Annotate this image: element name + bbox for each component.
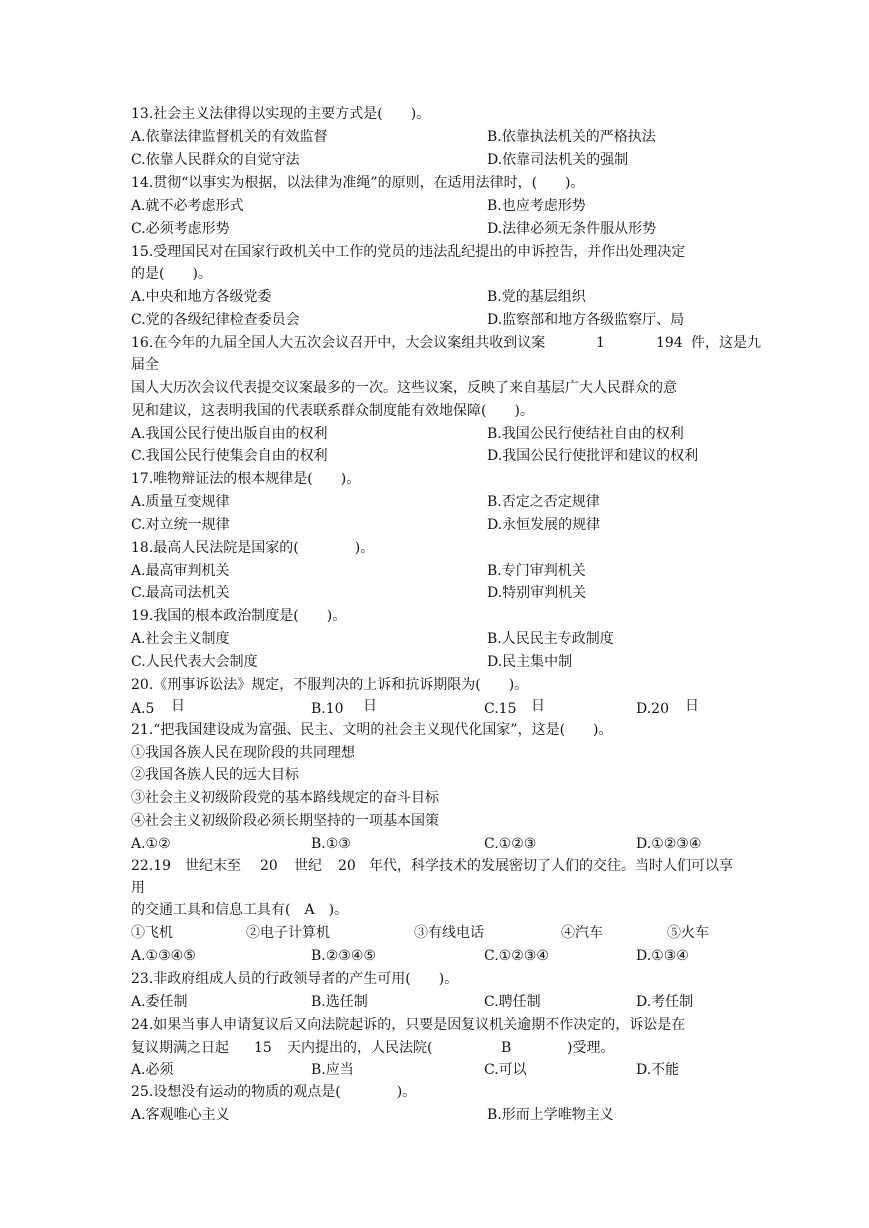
question-24-stem-line-1: 24.如果当事人申请复议后又向法院起诉的，只要是因复议机关逾期不作决定的，诉讼是在: [131, 1017, 686, 1033]
question-18-option-a: A.最高审判机关: [131, 563, 230, 579]
question-15-option-c: C.党的各级纪律检查委员会: [131, 312, 300, 328]
question-19-option-d: D.民主集中制: [487, 654, 573, 670]
question-21-stem: 21.“把我国建设成为富强、民主、文明的社会主义现代化国家”，这是( )。: [131, 722, 613, 738]
question-21-option-a: A.①②: [131, 836, 171, 852]
question-13-option-d: D.依靠司法机关的强制: [487, 152, 629, 168]
question-16-count-thousands: 1: [596, 335, 605, 351]
question-18-option-c: C.最高司法机关: [131, 585, 230, 601]
question-21-option-d: D.①②③④: [636, 836, 702, 852]
question-19-option-a: A.社会主义制度: [131, 631, 230, 647]
question-18-option-b: B.专门审判机关: [487, 563, 586, 579]
question-20-option-d: D.20: [636, 701, 669, 717]
question-23-option-a: A.委任制: [131, 994, 188, 1010]
question-24-option-d: D.不能: [636, 1062, 680, 1078]
question-20-option-a-unit: 日: [171, 698, 185, 714]
question-15-stem-line-2: 的是( )。: [131, 266, 212, 282]
question-19-stem: 19.我国的根本政治制度是( )。: [131, 608, 347, 624]
question-16-stem-tail: 件，这是九: [691, 335, 761, 351]
question-13-option-b: B.依靠执法机关的严格执法: [487, 129, 656, 145]
question-25-option-b: B.形而上学唯物主义: [487, 1107, 614, 1123]
question-20-stem: 20.《刑事诉讼法》规定，不服判决的上诉和抗诉期限为( )。: [131, 677, 529, 693]
question-23-option-d: D.考任制: [636, 994, 694, 1010]
question-14-option-b: B.也应考虑形势: [487, 198, 586, 214]
question-17-option-b: B.否定之否定规律: [487, 494, 600, 510]
question-16-option-b: B.我国公民行使结社自由的权利: [487, 426, 684, 442]
question-16-option-a: A.我国公民行使出版自由的权利: [131, 426, 328, 442]
question-14-option-a: A.就不必考虑形式: [131, 198, 244, 214]
question-19-option-c: C.人民代表大会制度: [131, 654, 258, 670]
question-22-item-3: ③有线电话: [414, 925, 484, 941]
question-17-option-c: C.对立统一规律: [131, 517, 230, 533]
question-16-count-rest: 194: [656, 335, 683, 351]
question-24-stem-part-2: 15: [254, 1040, 272, 1056]
question-20-option-b: B.10: [311, 701, 344, 717]
question-22-item-1: ①飞机: [131, 925, 173, 941]
question-18-stem: 18.最高人民法院是国家的( )。: [131, 540, 375, 556]
question-15-option-a: A.中央和地方各级党委: [131, 289, 272, 305]
question-16-stem-line-4: 见和建议，这表明我国的代表联系群众制度能有效地保障( )。: [131, 403, 534, 419]
question-21-option-c: C.①②③: [484, 836, 537, 852]
question-24-option-a: A.必须: [131, 1062, 174, 1078]
question-20-option-a: A.5: [131, 701, 155, 717]
question-24-stem-part-3: 天内提出的，人民法院(: [287, 1040, 433, 1056]
question-24-stem-part-4: )受理。: [567, 1040, 615, 1056]
question-22-item-4: ④汽车: [561, 925, 603, 941]
question-20-option-b-unit: 日: [363, 698, 377, 714]
question-14-stem: 14.贯彻“以事实为根据，以法律为准绳”的原则，在适用法律时，( )。: [131, 175, 585, 191]
question-20-option-d-unit: 日: [685, 698, 699, 714]
question-22-stem-line-3: 的交通工具和信息工具有( A )。: [131, 902, 349, 918]
question-13-option-a: A.依靠法律监督机关的有效监督: [131, 129, 328, 145]
question-24-option-c: C.可以: [484, 1062, 527, 1078]
question-16-stem-line-1: 16.在今年的九届全国人大五次会议召开中，大会议案组共收到议案: [131, 335, 546, 351]
question-25-stem: 25.设想没有运动的物质的观点是( )。: [131, 1084, 417, 1100]
question-22-option-c: C.①②③④: [484, 948, 549, 964]
question-14-option-d: D.法律必须无条件服从形势: [487, 221, 657, 237]
question-20-option-c: C.15: [484, 701, 517, 717]
question-22-option-d: D.①③④: [636, 948, 689, 964]
question-16-stem-line-2: 届全: [131, 357, 159, 373]
question-13-option-c: C.依靠人民群众的自觉守法: [131, 152, 300, 168]
question-22-stem-part-4: 20: [338, 858, 356, 874]
question-15-option-b: B.党的基层组织: [487, 289, 586, 305]
question-17-option-d: D.永恒发展的规律: [487, 517, 601, 533]
question-21-item-2: ②我国各族人民的远大目标: [131, 767, 299, 783]
question-21-item-4: ④社会主义初级阶段必须长期坚持的一项基本国策: [131, 813, 439, 829]
question-22-stem-line-2: 用: [131, 880, 145, 896]
question-25-option-a: A.客观唯心主义: [131, 1107, 230, 1123]
question-22-number: 22.19: [131, 858, 172, 874]
question-23-option-c: C.聘任制: [484, 994, 541, 1010]
question-19-option-b: B.人民民主专政制度: [487, 631, 614, 647]
question-24-stem-part-1: 复议期满之日起: [131, 1040, 229, 1056]
question-22-stem-part-5: 年代，科学技术的发展密切了人们的交往。当时人们可以享: [369, 858, 733, 874]
question-22-stem-part-2: 20: [260, 858, 278, 874]
question-22-option-a: A.①③④⑤: [131, 948, 196, 964]
question-17-stem: 17.唯物辩证法的根本规律是( )。: [131, 471, 361, 487]
question-16-stem-line-3: 国人大历次会议代表提交议案最多的一次。这些议案，反映了来自基层广大人民群众的意: [131, 380, 677, 396]
question-22-stem-part-1: 世纪末至: [185, 858, 241, 874]
question-15-option-d: D.监察部和地方各级监察厅、局: [487, 312, 685, 328]
question-24-option-b: B.应当: [311, 1062, 354, 1078]
question-14-option-c: C.必须考虑形势: [131, 221, 230, 237]
question-22-option-b: B.②③④⑤: [311, 948, 376, 964]
question-22-item-5: ⑤火车: [667, 925, 709, 941]
question-21-item-1: ①我国各族人民在现阶段的共同理想: [131, 745, 355, 761]
question-15-stem-line-1: 15.受理国民对在国家行政机关中工作的党员的违法乱纪提出的申诉控告，并作出处理决定: [131, 244, 686, 260]
question-22-stem-part-3: 世纪: [294, 858, 322, 874]
question-23-stem: 23.非政府组成人员的行政领导者的产生可用( )。: [131, 971, 459, 987]
question-16-option-d: D.我国公民行使批评和建议的权利: [487, 448, 699, 464]
question-16-option-c: C.我国公民行使集会自由的权利: [131, 448, 328, 464]
question-21-item-3: ③社会主义初级阶段党的基本路线规定的奋斗目标: [131, 790, 439, 806]
question-17-option-a: A.质量互变规律: [131, 494, 230, 510]
question-22-item-2: ②电子计算机: [246, 925, 330, 941]
question-21-option-b: B.①③: [311, 836, 351, 852]
question-20-option-c-unit: 日: [531, 698, 545, 714]
question-23-option-b: B.选任制: [311, 994, 368, 1010]
question-18-option-d: D.特别审判机关: [487, 585, 587, 601]
question-24-stem-answer: B: [501, 1040, 512, 1056]
question-13-stem: 13.社会主义法律得以实现的主要方式是( )。: [131, 106, 431, 122]
